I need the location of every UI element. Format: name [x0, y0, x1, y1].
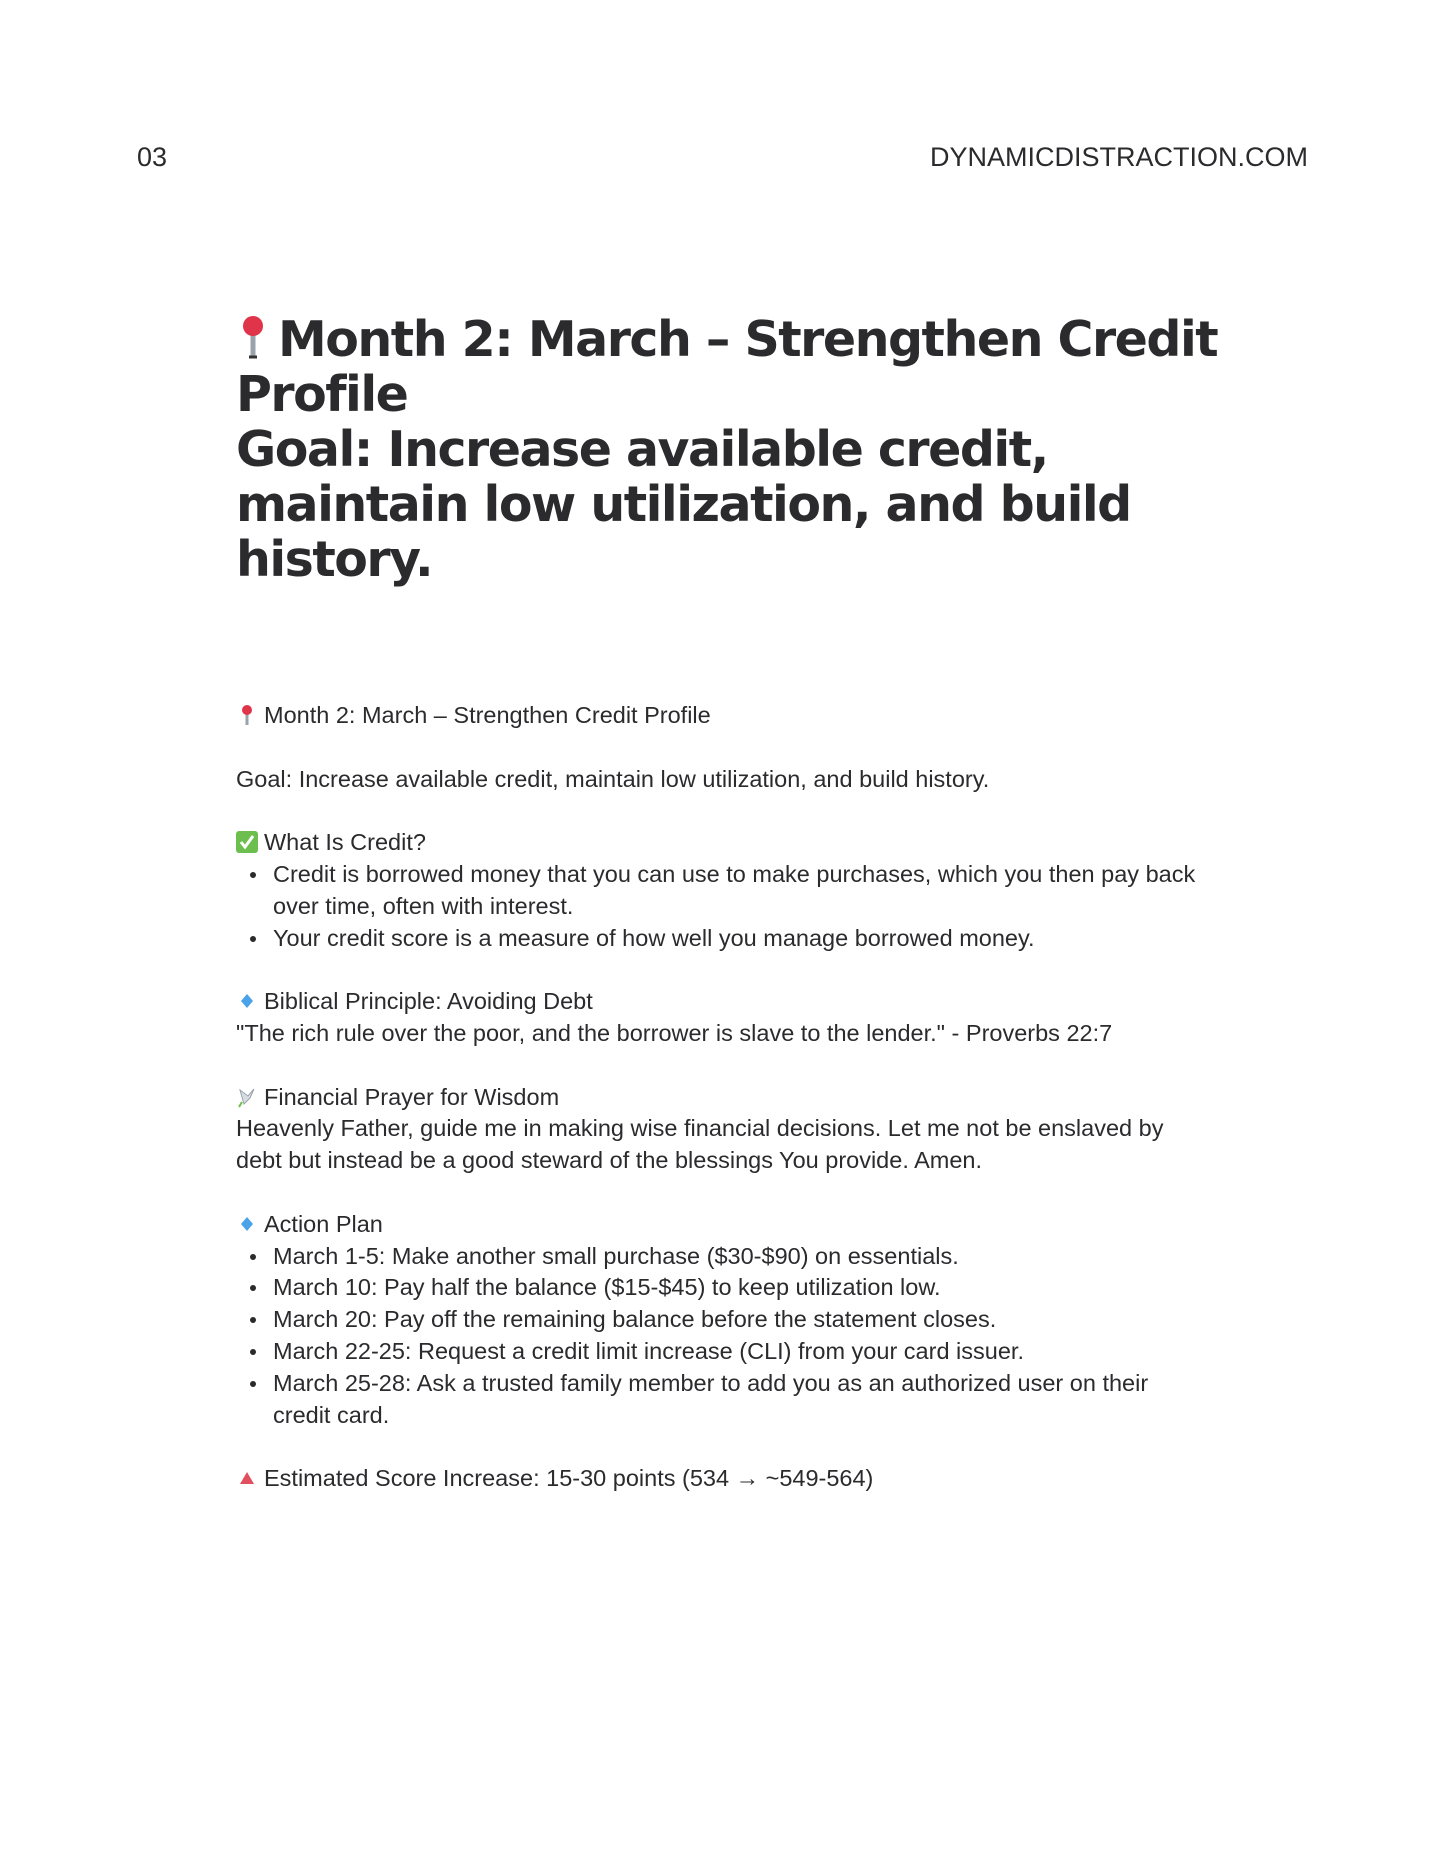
action-plan-list [236, 1241, 1196, 1432]
estimated-score-increase-text: Estimated Score Increase: 15-30 points (534 → ~549-564) [264, 1465, 874, 1492]
document-body [236, 700, 1236, 1495]
section-heading-text: Month 2: March – Strengthen Credit Profile [264, 702, 711, 728]
bible-quote: "The rich rule over the poor, and the borrower is slave to the lender." - Proverbs 22:7 [236, 1019, 1113, 1046]
estimated-score-increase [236, 1463, 1236, 1495]
list-item: March 10: Pay half the balance ($15-$45) to keep utilization low. [236, 1272, 1196, 1304]
red-triangle-up-icon [236, 1466, 258, 1488]
prayer-heading [236, 1082, 1236, 1114]
list-item: Your credit score is a measure of how well you manage borrowed money. [236, 923, 1236, 955]
biblical-principle-heading [236, 986, 1236, 1018]
goal-text: Goal: Increase available credit, maintain low utilization, and build history. [236, 765, 990, 792]
title-line-1: Month 2: March – Strengthen Credit Profile [236, 311, 1218, 423]
check-mark-button-icon [236, 830, 258, 852]
list-item: March 20: Pay off the remaining balance before the statement closes. [236, 1304, 1196, 1336]
title-line-2: Goal: Increase available credit, maintain low utilization, and build history. [236, 421, 1131, 588]
blue-diamond-icon [236, 1212, 258, 1234]
list-item: March 22-25: Request a credit limit increase (CLI) from your card issuer. [236, 1336, 1196, 1368]
blue-diamond-icon [236, 989, 258, 1011]
list-item: March 1-5: Make another small purchase ($30-$90) on essentials. [236, 1241, 1196, 1273]
action-plan-heading [236, 1209, 1236, 1241]
what-is-credit-list [236, 859, 1236, 954]
list-item: Credit is borrowed money that you can use to make purchases, which you then pay back over time, often with interest. [236, 859, 1236, 923]
biblical-principle-heading-text: Biblical Principle: Avoiding Debt [264, 988, 593, 1015]
page-number: 03 [137, 142, 168, 172]
section-heading [236, 700, 1236, 732]
prayer-text: Heavenly Father, guide me in making wise financial decisions. Let me not be enslaved by debt but instead be a good steward of the blessings You provide. Amen. [236, 1115, 1164, 1174]
list-item: March 25-28: Ask a trusted family member to add you as an authorized user on their credit card. [236, 1368, 1196, 1432]
action-plan-heading-text: Action Plan [264, 1210, 383, 1237]
what-is-credit-heading [236, 827, 1236, 859]
dove-icon [236, 1085, 258, 1107]
site-name: DYNAMICDISTRACTION.COM [930, 142, 1308, 172]
round-pushpin-icon [236, 314, 270, 360]
round-pushpin-icon [236, 703, 258, 725]
prayer-heading-text: Financial Prayer for Wisdom [264, 1083, 560, 1110]
what-is-credit-heading-text: What Is Credit? [264, 829, 426, 856]
page-title [236, 312, 1236, 587]
